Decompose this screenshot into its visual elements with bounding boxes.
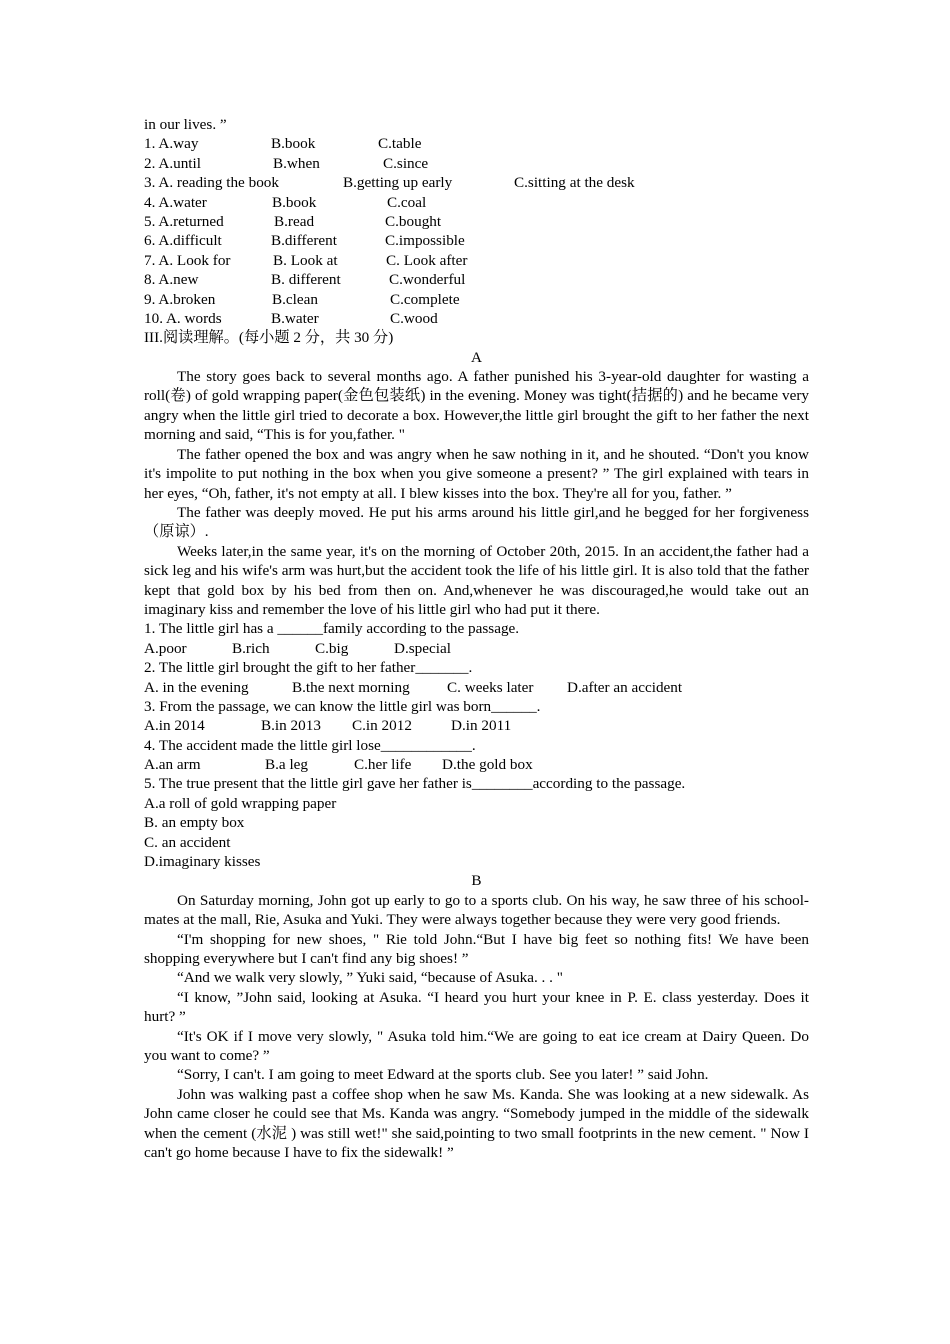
passage-b-paragraph: “It's OK if I move very slowly, " Asuka told him.“We are going to eat ice cream at Dairy Queen. Do you want to come? ” — [144, 1027, 809, 1065]
cloze-item: 10. A. words B.water C.wood — [144, 309, 438, 327]
document-page — [144, 115, 809, 1163]
passage-b-label: B — [471, 872, 482, 890]
question-stem: 4. The accident made the little girl lose____________. — [144, 736, 476, 754]
cloze-options-list — [144, 134, 809, 328]
cloze-item: 4. A.water B.book C.coal — [144, 193, 427, 211]
cloze-item: 3. A. reading the book B.getting up early C.sitting at the desk — [144, 174, 635, 192]
cloze-item: 7. A. Look for B. Look at C. Look after — [144, 251, 468, 269]
cloze-item: 9. A.broken B.clean C.complete — [144, 290, 460, 308]
passage-a-questions — [144, 619, 809, 871]
passage-a-paragraph: The father was deeply moved. He put his arms around his little girl,and he begged for her forgiveness（原谅）. — [144, 503, 809, 541]
question-options: A. in the evening B.the next morning C. weeks later D.after an accident — [144, 678, 683, 696]
cloze-item: 5. A.returned B.read C.bought — [144, 212, 442, 230]
passage-b-paragraph: “I'm shopping for new shoes, " Rie told John.“But I have big feet so nothing fits! We have been shopping everywhere but I can't find any big shoes! ” — [144, 930, 809, 968]
question-options: A.in 2014 B.in 2013 C.in 2012 D.in 2011 — [144, 717, 512, 735]
question-option: C. an accident — [144, 833, 231, 851]
passage-b-paragraph: John was walking past a coffee shop when he saw Ms. Kanda. She was looking at a new sidewalk. As John came closer he could see that Ms. Kanda was angry. “Somebody jumped in the middle of the sidewalk when the cement (水泥 ) was still wet!" she said,pointing to two small footprints in the new cement. " Now I can't go home because I have to fix the sidewalk! ” — [144, 1085, 809, 1162]
question-stem: 3. From the passage, we can know the little girl was born______. — [144, 697, 541, 715]
section-title: III.阅读理解。(每小题 2 分，共 30 分) — [144, 329, 394, 347]
passage-a-label: A — [471, 348, 482, 366]
question-option: B. an empty box — [144, 814, 245, 832]
passage-a-paragraph: Weeks later,in the same year, it's on the morning of October 20th, 2015. In an accident,the father had a sick leg and his wife's arm was hurt,but the accident took the life of his little girl. It is also told that the father kept that gold box by his bed from then on. And,whenever he was discouraged,he would take out an imaginary kiss and remember the love of his little girl who had put it there. — [144, 542, 809, 618]
passage-b-paragraph: “Sorry, I can't. I am going to meet Edward at the sports club. See you later! ” said John. — [177, 1066, 709, 1084]
question-stem: 1. The little girl has a ______family according to the passage. — [144, 620, 520, 638]
question-options: A.an arm B.a leg C.her life D.the gold box — [144, 756, 533, 774]
question-option: D.imaginary kisses — [144, 853, 261, 871]
cloze-item: 1. A.way B.book C.table — [144, 135, 422, 153]
cloze-item: 6. A.difficult B.different C.impossible — [144, 232, 465, 250]
question-options: A.poor B.rich C.big D.special — [144, 639, 451, 657]
intro-tail: in our lives. ” — [144, 116, 227, 133]
cloze-item: 2. A.until B.when C.since — [144, 154, 429, 172]
question-option: A.a roll of gold wrapping paper — [144, 794, 337, 812]
passage-a-paragraph: The story goes back to several months ago. A father punished his 3-year-old daughter for wasting a roll(卷) of gold wrapping paper(金色包装纸) in the evening. Money was tight(拮据的) and he became very angry when the little girl tried to decorate a box. However,the little girl brought the gift to her father the next morning and said, “This is for you,father. " — [144, 368, 809, 444]
question-stem: 5. The true present that the little girl gave her father is________according to the passage. — [144, 775, 686, 793]
passage-b-paragraph: “And we walk very slowly, ” Yuki said, “because of Asuka. . . " — [177, 969, 563, 987]
question-stem: 2. The little girl brought the gift to her father_______. — [144, 659, 473, 677]
cloze-item: 8. A.new B. different C.wonderful — [144, 271, 466, 289]
passage-b-paragraph: On Saturday morning, John got up early to go to a sports club. On his way, he saw three of his school-mates at the mall, Rie, Asuka and Yuki. They were always together because they were very good friends. — [144, 891, 809, 929]
passage-a-paragraph: The father opened the box and was angry when he saw nothing in it, and he shouted. “Don't you know it's impolite to put nothing in the box when you give someone a present? ” The girl explained with tears in her eyes, “Oh, father, it's not empty at all. I blew kisses into the box. They're all for you, father. ” — [144, 445, 809, 502]
passage-b-paragraph: “I know, ”John said, looking at Asuka. “I heard you hurt your knee in P. E. class yesterday. Does it hurt? ” — [144, 988, 809, 1026]
